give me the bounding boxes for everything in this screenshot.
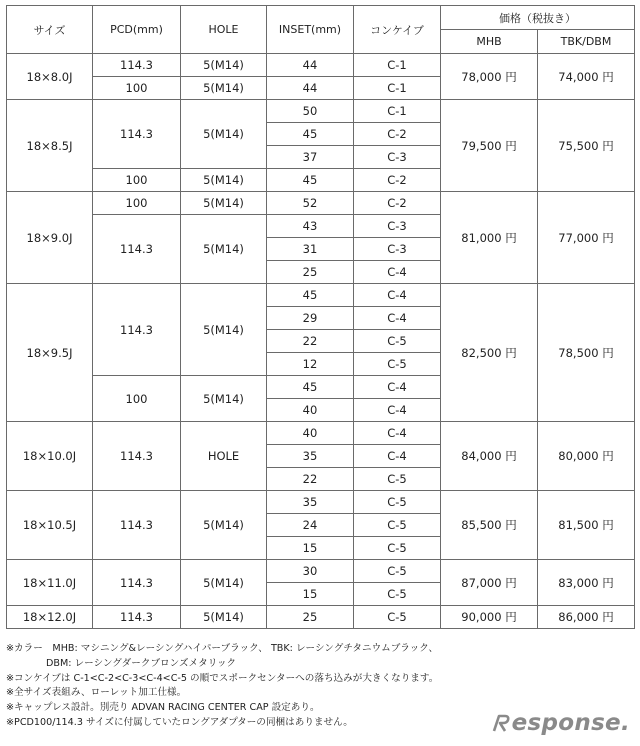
- header-inset: INSET(mm): [267, 6, 354, 54]
- inset-cell: 15: [267, 537, 354, 560]
- inset-cell: 24: [267, 514, 354, 537]
- concave-cell: C-1: [354, 77, 441, 100]
- inset-cell: 35: [267, 491, 354, 514]
- inset-cell: 22: [267, 468, 354, 491]
- concave-cell: C-4: [354, 307, 441, 330]
- concave-cell: C-5: [354, 583, 441, 606]
- concave-cell: C-5: [354, 560, 441, 583]
- inset-cell: 40: [267, 422, 354, 445]
- inset-cell: 43: [267, 215, 354, 238]
- hole-cell: 5(M14): [181, 192, 267, 215]
- wheel-spec-table: [6, 5, 635, 629]
- table-row: [7, 606, 635, 629]
- inset-cell: 22: [267, 330, 354, 353]
- inset-cell: 45: [267, 123, 354, 146]
- concave-cell: C-3: [354, 238, 441, 261]
- concave-cell: C-4: [354, 422, 441, 445]
- inset-cell: 25: [267, 261, 354, 284]
- concave-cell: C-2: [354, 192, 441, 215]
- table-row: [7, 422, 635, 445]
- header-mhb: MHB: [441, 30, 538, 54]
- note-capless: ※キャップレス設計。別売り ADVAN RACING CENTER CAP 設定あり。: [6, 702, 320, 714]
- concave-cell: C-1: [354, 100, 441, 123]
- header-price: 価格（税抜き）: [441, 6, 635, 30]
- pcd-cell: 114.3: [93, 100, 181, 169]
- inset-cell: 25: [267, 606, 354, 629]
- header-size: サイズ: [7, 6, 93, 54]
- inset-cell: 45: [267, 284, 354, 307]
- size-cell: 18×8.5J: [7, 100, 93, 192]
- pcd-cell: 114.3: [93, 54, 181, 77]
- hole-cell: 5(M14): [181, 284, 267, 376]
- price-tbk-cell: 75,500 円: [538, 100, 635, 192]
- hole-cell: HOLE: [181, 422, 267, 491]
- inset-cell: 31: [267, 238, 354, 261]
- table-row: [7, 491, 635, 514]
- concave-cell: C-3: [354, 215, 441, 238]
- inset-cell: 35: [267, 445, 354, 468]
- note-knurling: ※全サイズ表組み、ローレット加工仕様。: [6, 687, 187, 699]
- size-cell: 18×9.0J: [7, 192, 93, 284]
- size-cell: 18×11.0J: [7, 560, 93, 606]
- concave-cell: C-5: [354, 491, 441, 514]
- pcd-cell: 114.3: [93, 215, 181, 284]
- concave-cell: C-4: [354, 399, 441, 422]
- note-color-dbm: DBM: レーシングダークブロンズメタリック: [46, 657, 237, 669]
- pcd-cell: 100: [93, 376, 181, 422]
- hole-cell: 5(M14): [181, 606, 267, 629]
- concave-cell: C-5: [354, 514, 441, 537]
- size-cell: 18×10.5J: [7, 491, 93, 560]
- inset-cell: 44: [267, 54, 354, 77]
- concave-cell: C-5: [354, 606, 441, 629]
- pcd-cell: 114.3: [93, 560, 181, 606]
- concave-cell: C-4: [354, 445, 441, 468]
- pcd-cell: 114.3: [93, 491, 181, 560]
- concave-cell: C-2: [354, 169, 441, 192]
- concave-cell: C-3: [354, 146, 441, 169]
- pcd-cell: 100: [93, 169, 181, 192]
- size-cell: 18×10.0J: [7, 422, 93, 491]
- inset-cell: 37: [267, 146, 354, 169]
- note-concave: ※コンケイブは C-1<C-2<C-3<C-4<C-5 の順でスポークセンターへの落ち込みが大きくなります。: [6, 672, 439, 684]
- table-row: [7, 560, 635, 583]
- pcd-cell: 100: [93, 77, 181, 100]
- inset-cell: 29: [267, 307, 354, 330]
- inset-cell: 30: [267, 560, 354, 583]
- table-row: [7, 100, 635, 123]
- inset-cell: 45: [267, 169, 354, 192]
- concave-cell: C-5: [354, 330, 441, 353]
- inset-cell: 40: [267, 399, 354, 422]
- note-adapter: ※PCD100/114.3 サイズに付属していたロングアダプターの同梱はありません。: [6, 716, 353, 728]
- price-tbk-cell: 78,500 円: [538, 284, 635, 422]
- price-mhb-cell: 85,500 円: [441, 491, 538, 560]
- header-tbk-dbm: TBK/DBM: [538, 30, 635, 54]
- price-tbk-cell: 77,000 円: [538, 192, 635, 284]
- concave-cell: C-2: [354, 123, 441, 146]
- inset-cell: 12: [267, 353, 354, 376]
- inset-cell: 44: [267, 77, 354, 100]
- size-cell: 18×8.0J: [7, 54, 93, 100]
- hole-cell: 5(M14): [181, 100, 267, 169]
- size-cell: 18×9.5J: [7, 284, 93, 422]
- price-tbk-cell: 86,000 円: [538, 606, 635, 629]
- inset-cell: 50: [267, 100, 354, 123]
- concave-cell: C-5: [354, 537, 441, 560]
- concave-cell: C-4: [354, 376, 441, 399]
- pcd-cell: 114.3: [93, 606, 181, 629]
- note-color: ※カラー MHB: マシニング&レーシングハイパーブラック、 TBK: レーシングチタニウムブラック、: [6, 643, 439, 654]
- price-mhb-cell: 90,000 円: [441, 606, 538, 629]
- price-tbk-cell: 80,000 円: [538, 422, 635, 491]
- header-concave: コンケイブ: [354, 6, 441, 54]
- price-tbk-cell: 81,500 円: [538, 491, 635, 560]
- price-mhb-cell: 84,000 円: [441, 422, 538, 491]
- hole-cell: 5(M14): [181, 560, 267, 606]
- price-mhb-cell: 79,500 円: [441, 100, 538, 192]
- header-hole: HOLE: [181, 6, 267, 54]
- concave-cell: C-4: [354, 261, 441, 284]
- pcd-cell: 114.3: [93, 284, 181, 376]
- response-logo-icon: [491, 713, 511, 733]
- hole-cell: 5(M14): [181, 215, 267, 284]
- header-pcd: PCD(mm): [93, 6, 181, 54]
- concave-cell: C-5: [354, 353, 441, 376]
- hole-cell: 5(M14): [181, 376, 267, 422]
- price-mhb-cell: 78,000 円: [441, 54, 538, 100]
- concave-cell: C-1: [354, 54, 441, 77]
- inset-cell: 52: [267, 192, 354, 215]
- price-tbk-cell: 83,000 円: [538, 560, 635, 606]
- concave-cell: C-5: [354, 468, 441, 491]
- concave-cell: C-4: [354, 284, 441, 307]
- inset-cell: 45: [267, 376, 354, 399]
- price-tbk-cell: 74,000 円: [538, 54, 635, 100]
- hole-cell: 5(M14): [181, 54, 267, 77]
- price-mhb-cell: 81,000 円: [441, 192, 538, 284]
- hole-cell: 5(M14): [181, 77, 267, 100]
- table-row: [7, 192, 635, 215]
- inset-cell: 15: [267, 583, 354, 606]
- pcd-cell: 114.3: [93, 422, 181, 491]
- watermark-text: esponse.: [511, 710, 630, 736]
- table-row: [7, 54, 635, 77]
- price-mhb-cell: 82,500 円: [441, 284, 538, 422]
- pcd-cell: 100: [93, 192, 181, 215]
- table-row: [7, 284, 635, 307]
- response-watermark: [491, 710, 630, 736]
- size-cell: 18×12.0J: [7, 606, 93, 629]
- hole-cell: 5(M14): [181, 169, 267, 192]
- hole-cell: 5(M14): [181, 491, 267, 560]
- price-mhb-cell: 87,000 円: [441, 560, 538, 606]
